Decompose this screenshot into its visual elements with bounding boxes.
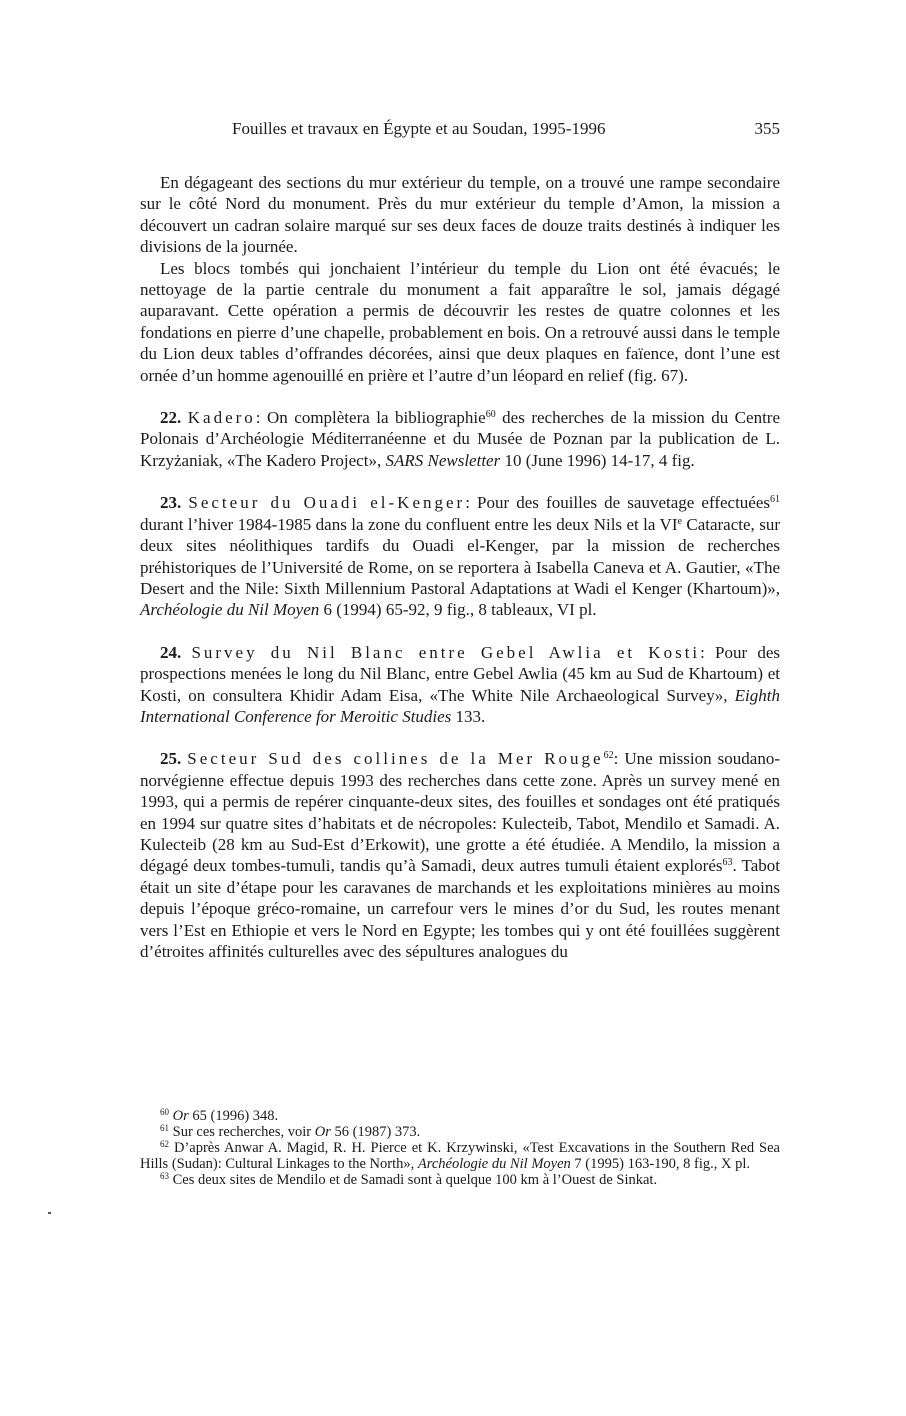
footnotes	[140, 1108, 780, 1188]
section-text: : Pour des fouilles de sauvetage effectuées	[465, 493, 771, 513]
section-text: durant l’hiver 1984-1985 dans la zone du confluent entre les deux Nils et la VI	[140, 514, 678, 534]
page-number: 355	[754, 119, 780, 138]
superscript: e	[677, 515, 682, 527]
footnote-62	[140, 1140, 780, 1172]
section-text: 6 (1994) 65-92, 9 fig., 8 tableaux, VI pl.	[319, 600, 597, 620]
journal-title: Archéologie du Nil Moyen	[140, 600, 320, 620]
section-text: : On complètera la bibliographie	[255, 408, 486, 428]
section-number: 22.	[160, 408, 182, 428]
section-number: 24.	[160, 642, 182, 662]
journal-abbrev: Or	[172, 1108, 189, 1124]
paragraph-text: En dégageant des sections du mur extérieur du temple, on a trouvé une rampe secondaire sur le côté Nord du monument. Près du mur extérieur du temple d’Amon, la mission a découvert un cadran solaire marqué sur ses deux faces de douze traits destinés à indiquer les divisions de la journée.	[140, 173, 780, 257]
scan-speck	[48, 1212, 51, 1214]
footnote-63	[140, 1172, 780, 1188]
footnote-61	[140, 1124, 780, 1140]
paragraph-intro-1	[140, 172, 780, 258]
section-22	[140, 407, 780, 471]
running-title: Fouilles et travaux en Égypte et au Soudan, 1995-1996	[232, 119, 606, 138]
section-title: Secteur du Ouadi el-Kenger	[188, 493, 466, 513]
journal-title: SARS Newsletter	[385, 450, 501, 470]
section-25	[140, 748, 780, 962]
footnote-ref[interactable]: 60	[485, 409, 496, 421]
section-number: 25.	[160, 749, 182, 769]
footnote-text: Ces deux sites de Mendilo et de Samadi sont à quelque 100 km à l’Ouest de Sinkat.	[169, 1172, 658, 1188]
journal-abbrev: Or	[314, 1124, 331, 1140]
section-text: 10 (June 1996) 14-17, 4 fig.	[500, 450, 695, 470]
journal-title: Eighth International Conference for Meroitic Studies	[140, 685, 780, 726]
footnote-ref[interactable]: 61	[770, 494, 781, 506]
section-text: 133.	[451, 706, 486, 726]
section-text: : Une mission soudano-norvégienne effectue depuis 1993 des recherches dans cette zone. Après un survey mené en 1993, qui a permis de repérer cinquante-deux sites, des fouilles et sondages ont été pratiqués en 1994 sur quatre sites d’habitats et de nécropoles: Kulecteib, Tabot, Mendilo et Samadi. A. Kulecteib (28 km au Sud-Est d’Erkowit), une grotte a été étudiée. A Mendilo, la mission a dégagé deux tombes-tumuli, tandis qu’à Samadi, deux autres tumuli étaient explorés	[140, 749, 780, 876]
footnote-text: 7 (1995) 163-190, 8 fig., X pl.	[570, 1156, 750, 1172]
footnote-text: 56 (1987) 373.	[330, 1124, 421, 1140]
section-text: des recherches de la mission du Centre Polonais d’Archéologie Méditerranéenne et du Musée de Poznan par la publication de L. Krzyżaniak, «The Kadero Project»,	[140, 408, 780, 470]
footnote-60	[140, 1108, 780, 1124]
footnote-mark: 61	[160, 1123, 169, 1133]
footnote-mark: 63	[160, 1171, 169, 1181]
section-24	[140, 642, 780, 728]
section-23	[140, 492, 780, 620]
footnote-text: 65 (1996) 348.	[188, 1108, 279, 1124]
section-text: . Tabot était un site d’étape pour les caravanes de marchands et les exploitations minières au moins depuis l’époque gréco-romaine, un carrefour vers le mines d’or du Sud, les routes menant vers l’Est en Ethiopie et vers le Nord en Egypte; les tombes qui y ont été fouillées suggèrent d’étroites affinités culturelles avec des sépultures analogues du	[140, 856, 780, 961]
section-title: Secteur Sud des collines de la Mer Rouge	[187, 749, 604, 769]
section-text: Cataracte, sur deux sites néolithiques tardifs du Ouadi el-Kenger, par la mission de recherches préhistoriques de l’Université de Rome, on se reportera à Isabella Caneva et A. Gautier, «The Desert and the Nile: Sixth Millennium Pastoral Adaptations at Wadi el Kenger (Khartoum)»,	[140, 514, 780, 598]
footnote-text: D’après Anwar A. Magid, R. H. Pierce et K. Krzywinski, «Test Excavations in the Southern Red Sea Hills (Sudan): Cultural Linkages to the North»,	[140, 1140, 780, 1172]
section-title: Survey du Nil Blanc entre Gebel Awlia et Kosti	[191, 642, 701, 662]
section-title: Kadero	[187, 408, 256, 428]
footnote-mark: 60	[160, 1107, 169, 1117]
paragraph-text: Les blocs tombés qui jonchaient l’intérieur du temple du Lion ont été évacués; le nettoyage de la partie centrale du monument a fait apparaître le sol, jamais dégagé auparavant. Cette opération a permis de découvrir les restes de quatre colonnes et les fondations en pierre d’une chapelle, probablement en bois. On a retrouvé aussi dans le temple du Lion deux tables d’offrandes décorées, ainsi que deux plaques en faïence, dont l’une est ornée d’un homme agenouillé en prière et l’autre d’un léopard en relief (fig. 67).	[140, 258, 780, 385]
journal-title: Archéologie du Nil Moyen	[417, 1156, 571, 1172]
section-number: 23.	[160, 493, 182, 513]
footnote-mark: 62	[160, 1139, 169, 1149]
section-text: : Pour des prospections menées le long du Nil Blanc, entre Gebel Awlia (45 km au Sud de Khartoum) et Kosti, on consultera Khidir Adam Eisa, «The White Nile Archaeological Survey»,	[140, 642, 781, 705]
footnote-text: Sur ces recherches, voir	[169, 1124, 315, 1140]
footnote-ref[interactable]: 62	[603, 750, 614, 762]
body-text	[140, 172, 780, 962]
footnote-ref[interactable]: 63	[722, 857, 733, 869]
paragraph-intro-2	[140, 258, 780, 386]
